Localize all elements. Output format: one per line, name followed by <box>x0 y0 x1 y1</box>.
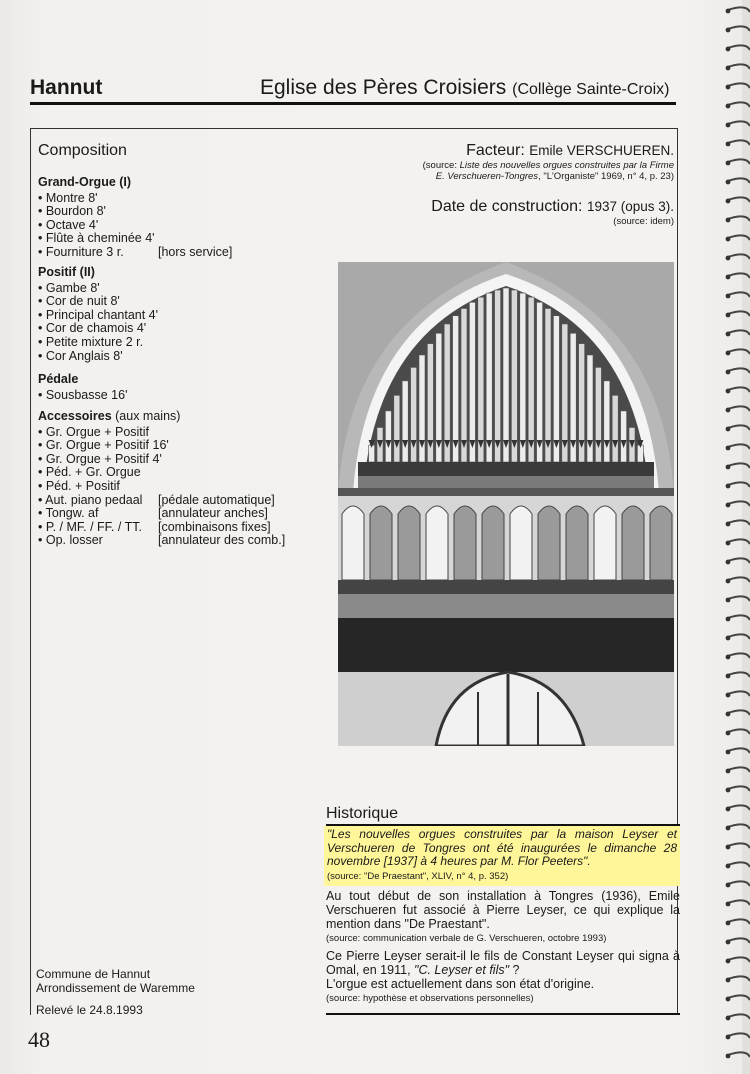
construction-line <box>431 198 674 216</box>
accessoires-stop <box>38 426 285 440</box>
stop-name: • Péd. + Gr. Orgue <box>38 465 141 480</box>
spiral-binding <box>720 0 750 1074</box>
facteur-source <box>423 160 674 182</box>
stop-name: • Montre 8' <box>38 190 98 205</box>
stop-name: • Cor de nuit 8' <box>38 294 120 309</box>
para3-text: L'orgue est actuellement dans son état d'origine. <box>326 976 595 991</box>
church-name: Eglise des Pères Croisiers <box>260 76 507 99</box>
positif-stop <box>38 336 158 350</box>
stop-note: [annulateur des comb.] <box>158 533 286 548</box>
quote-text: "Les nouvelles orgues construites par la maison Leyser et Verschueren de Tongres ont été inaugurées le dimanche 28 novembre [1937] à 4 heures par M. Flor Peeters". <box>327 827 677 869</box>
quote-source: (source: "De Praestant", XLIV, n° 4, p. 352) <box>327 870 509 882</box>
pedale-heading: Pédale <box>38 372 79 386</box>
stop-name: • Fourniture 3 r. <box>38 244 124 259</box>
grand_orgue-stop <box>38 192 232 206</box>
commune-name: Commune de Hannut <box>36 967 151 981</box>
accessoires-stop <box>38 494 285 508</box>
releve-date: Relevé le 24.8.1993 <box>36 1003 143 1017</box>
pedale-section <box>38 373 158 402</box>
para2-text: Ce Pierre Leyser serait-il le fils de Constant Leyser qui signa à Omal, en 1911, <box>326 949 680 977</box>
positif-section <box>38 266 158 363</box>
accessoires-heading-label: Accessoires <box>38 409 112 423</box>
accessoires-stop <box>38 466 285 480</box>
stop-name: • Octave 4' <box>38 217 99 232</box>
positif-stop <box>38 282 158 296</box>
construction-value: 1937 (opus 3). <box>586 199 674 214</box>
stop-name: • Gr. Orgue + Positif 16' <box>38 438 169 453</box>
grand_orgue-stop <box>38 205 232 219</box>
positif-stop <box>38 322 158 336</box>
historique-bottom-rule <box>326 1013 680 1015</box>
organ-photo <box>338 262 674 746</box>
accessoires-stop <box>38 534 285 548</box>
stop-name: • Gr. Orgue + Positif <box>38 424 150 439</box>
historique-para-1 <box>326 890 680 946</box>
accessoires-stop <box>38 439 285 453</box>
facteur-source-ref: , "L'Organiste" 1969, n° 4, p. 23) <box>538 171 674 182</box>
stop-note: [pédale automatique] <box>158 492 275 507</box>
stop-name: • P. / MF. / FF. / TT. <box>38 519 142 534</box>
facteur-source-title: Liste des nouvelles orgues construites par la Firme <box>459 160 674 171</box>
stop-name: • Aut. piano pedaal <box>38 492 143 507</box>
stop-name: • Bourdon 8' <box>38 204 106 219</box>
para2-quote: "C. Leyser et fils" <box>414 962 510 977</box>
historique-title: Historique <box>326 805 399 822</box>
stop-name: • Gr. Orgue + Positif 4' <box>38 451 162 466</box>
facteur-source-firm: E. Verschueren-Tongres <box>435 171 539 182</box>
accessoires-stop <box>38 521 285 535</box>
para3-source: (source: hypothèse et observations personnelles) <box>326 993 534 1005</box>
positif-heading: Positif (II) <box>38 265 95 279</box>
stop-name: • Petite mixture 2 r. <box>38 334 144 349</box>
facteur-label: Facteur: <box>466 142 525 159</box>
facteur-value: Emile VERSCHUEREN. <box>529 143 674 158</box>
stop-name: • Op. losser <box>38 533 103 548</box>
page-number: 48 <box>28 1027 50 1052</box>
pedale-stop <box>38 389 158 403</box>
location-title: Hannut <box>30 76 103 99</box>
composition-title: Composition <box>38 142 127 159</box>
historique-quote <box>324 826 680 886</box>
accessoires-stop <box>38 480 285 494</box>
stop-name: • Tongw. af <box>38 506 99 521</box>
facteur-block <box>423 142 674 182</box>
grand-orgue-heading: Grand-Orgue (I) <box>38 175 132 189</box>
para2-end: ? <box>509 962 520 977</box>
facteur-line <box>423 142 674 160</box>
positif-stop <box>38 295 158 309</box>
page-header <box>30 74 676 105</box>
construction-label: Date de construction: <box>431 198 583 215</box>
accessoires-stop <box>38 453 285 467</box>
stop-name: • Cor de chamois 4' <box>38 321 147 336</box>
grand_orgue-stop <box>38 219 232 233</box>
stop-name: • Sousbasse 16' <box>38 387 128 402</box>
accessoires-heading-note: (aux mains) <box>111 409 181 423</box>
church-note: (Collège Sainte-Croix) <box>512 81 670 98</box>
historique-para-2 <box>326 950 680 1006</box>
construction-source: (source: idem) <box>613 216 674 227</box>
church-title <box>260 76 670 100</box>
positif-stop <box>38 350 158 364</box>
stop-note: [hors service] <box>158 244 233 259</box>
stop-name: • Péd. + Positif <box>38 478 120 493</box>
stop-name: • Cor Anglais 8' <box>38 348 123 363</box>
grand_orgue-stop <box>38 232 232 246</box>
stop-name: • Flûte à cheminée 4' <box>38 231 155 246</box>
accessoires-stop <box>38 507 285 521</box>
accessoires-section <box>38 410 285 548</box>
positif-stop <box>38 309 158 323</box>
grand-orgue-section <box>38 176 232 260</box>
organ-photo-image <box>338 262 674 746</box>
grand_orgue-stop <box>38 246 232 260</box>
arrondissement-name: Arrondissement de Waremme <box>36 981 195 995</box>
construction-block <box>431 198 674 227</box>
para1-source: (source: communication verbale de G. Verschueren, octobre 1993) <box>326 933 607 945</box>
accessoires-heading <box>38 410 285 424</box>
para1-text: Au tout début de son installation à Tongres (1936), Emile Verschueren fut associé à Pierre Leyser, ce qui explique la mention dans "De Praestant". <box>326 889 680 931</box>
commune-block <box>36 967 195 995</box>
stop-note: [annulateur anches] <box>158 506 268 521</box>
stop-note: [combinaisons fixes] <box>158 519 271 534</box>
facteur-source-prefix: (source: <box>422 160 460 171</box>
stop-name: • Gambe 8' <box>38 280 100 295</box>
stop-name: • Principal chantant 4' <box>38 307 159 322</box>
